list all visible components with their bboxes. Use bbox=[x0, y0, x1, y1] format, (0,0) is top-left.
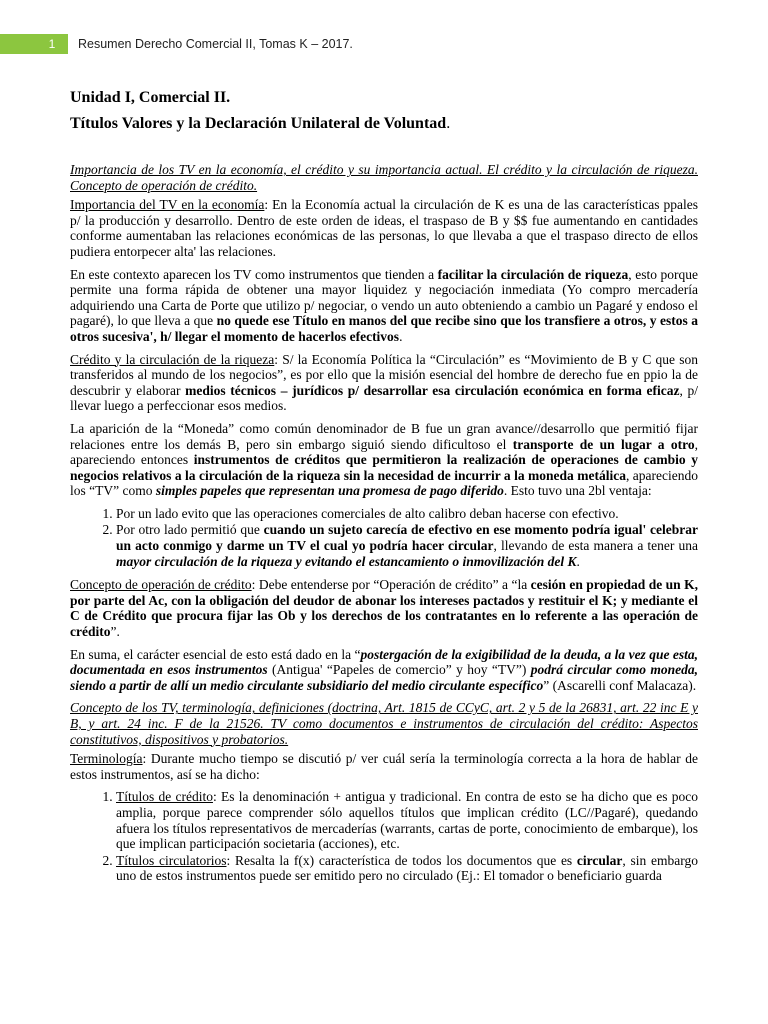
list-item bbox=[116, 506, 698, 522]
list-item bbox=[116, 789, 698, 851]
text: En este contexto aparecen los TV como instrumentos que tienden a bbox=[70, 266, 438, 282]
paragraph-text: : En la Economía actual la circulación de K es una de las características ppales p/ la producción y desarrollo. Dentro de este orden de ideas, el traspaso de B y $$ fue aumentando en cantidades conforme aumentaban las relaciones económicas de las personas, lo que llevaba a que el traspaso directo de ellos pudiera entorpecer alta' las relaciones. bbox=[70, 197, 699, 259]
text: : Resalta la f(x) característica de todos los documentos que es bbox=[226, 852, 577, 868]
text: ” (Ascarelli conf Malacaza). bbox=[543, 677, 697, 693]
text: . bbox=[399, 328, 403, 344]
terminologia-list bbox=[70, 789, 698, 884]
bold-text: circular bbox=[576, 852, 623, 868]
text: (Antigua' “Papeles de comercio” y hoy “TV”) bbox=[267, 662, 531, 678]
page-number-badge bbox=[0, 34, 68, 54]
text: La aparición de la “Moneda” como común denominador de B fue un gran avance//desarrollo que permitió fijar relaciones entre los demás B, pero sin embargo siguió siendo dificultoso el bbox=[70, 420, 698, 452]
bold-text: cesión en propiedad de un K, por parte del Ac, con la obligación del deudor de abonar los intereses pactados y restituir el K; y mediante el C de Crédito que procura fijar las Ob y los derechos de los contratantes en lo referente a las operación de crédito bbox=[70, 577, 698, 640]
paragraph-contexto bbox=[70, 267, 698, 345]
page-header bbox=[0, 34, 768, 54]
paragraph-terminologia bbox=[70, 751, 698, 782]
paragraph-lead: Concepto de operación de crédito bbox=[70, 577, 252, 593]
text: , apareciendo entonces bbox=[70, 436, 698, 468]
text: : Es la denominación + antigua y tradicional. En contra de esto se ha dicho que es poco amplia, porque parece comprender sólo aquellos títulos que implican crédito (LC//Pagaré), quedando afuera los títulos representativos de mercaderías (warrants, cartas de porte, conocimiento de embarque), los que implican participación societaria (acciones), etc. bbox=[116, 789, 698, 852]
text: Por otro lado permitió que bbox=[116, 522, 264, 538]
paragraph-lead: Terminología bbox=[70, 751, 143, 767]
text: ”. bbox=[110, 624, 120, 640]
text: : S/ la Economía Política la “Circulación” es “Movimiento de B y C que son transferidos al mundo de los negocios”, es por ello que la misión esencial del hombre de derecho fue en ppio la de descubrir y elaborar bbox=[70, 351, 698, 398]
unit-title: Unidad I, Comercial II. bbox=[70, 89, 231, 106]
bold-text: instrumentos de créditos que permitieron la realización de operaciones de cambio y negocios relativos a la circulación de la riqueza sin la necesidad de incurrir a la moneda metálica bbox=[70, 452, 698, 483]
header-title: Resumen Derecho Comercial II, Tomas K – 2017. bbox=[78, 37, 353, 51]
subtitle-period: . bbox=[446, 115, 451, 132]
page-number: 1 bbox=[48, 37, 56, 51]
bold-text: medios técnicos – jurídicos p/ desarrollar esa circulación económica en forma eficaz bbox=[185, 382, 680, 398]
paragraph-lead: Crédito y la circulación de la riqueza bbox=[70, 351, 275, 367]
text: , esto porque permite una forma rápida de obtener una mayor liquidez y negociación inmediata (Yo compro mercadería adquiriendo una Carta de Porte que utilizo p/ negociar, o vendo un auto obteniendo a cambio un Pagaré y endoso el pagaré), lo que lleva a que bbox=[70, 266, 698, 329]
paragraph-credito-circulacion bbox=[70, 352, 698, 414]
bold-text: no quede ese Título en manos del que recibe sino que los transfiere a otros, y estos a otros sucesiva', h/ llegar el momento de hacerlos efectivos bbox=[70, 313, 698, 344]
text: . Esto tuvo una 2bl ventaja: bbox=[503, 483, 652, 499]
text: . bbox=[576, 553, 580, 569]
paragraph-text: : Durante mucho tiempo se discutió p/ ver cuál sería la terminología correcta a la hora de hablar de estos instrumentos, así se ha dicho: bbox=[70, 751, 698, 782]
bold-italic-text: simples papeles que representan una promesa de pago diferido bbox=[155, 483, 504, 499]
topic-heading-2: Concepto de los TV, terminología, definiciones (doctrina, Art. 1815 de CCyC, art. 2 y 5 de la 26831, art. 22 inc E y B, y art. 24 inc. F de la 21526. TV como documentos e instrumentos de circulación del crédito: Aspectos constitutivos, dispositivos y probatorios. bbox=[70, 700, 698, 747]
text: , llevando de esta manera a tener una bbox=[493, 538, 699, 554]
paragraph-concepto-operacion bbox=[70, 577, 698, 639]
list-item bbox=[116, 853, 698, 884]
list-item bbox=[116, 522, 698, 569]
bold-italic-text: mayor circulación de la riqueza y evitando el estancamiento o inmovilización del K bbox=[116, 553, 577, 569]
document-body bbox=[70, 88, 698, 892]
bold-text: transporte de un lugar a otro bbox=[512, 436, 695, 452]
paragraph-lead: Importancia del TV en la economía bbox=[70, 197, 265, 213]
text: , sin embargo uno de estos instrumentos puede ser emitido pero no circulado (Ej.: El tomador o beneficiario guarda bbox=[116, 852, 698, 884]
item-lead: Títulos de crédito bbox=[116, 789, 213, 805]
paragraph-en-suma bbox=[70, 647, 698, 694]
text: , p/ llevar luego a perfeccionar esos medios. bbox=[70, 382, 698, 414]
text: : Debe entenderse por “Operación de crédito” a “la bbox=[251, 577, 531, 593]
paragraph-importancia bbox=[70, 197, 698, 259]
ventajas-list bbox=[70, 506, 698, 569]
item-lead: Títulos circulatorios bbox=[116, 852, 227, 868]
paragraph-moneda bbox=[70, 421, 698, 499]
text: , apareciendo los “TV” como bbox=[70, 467, 698, 499]
bold-italic-text: podrá circular como moneda, siendo a partir de allí un medio circulante subsidiario del medio circulante específico bbox=[70, 662, 698, 693]
document-subtitle bbox=[70, 114, 698, 134]
bold-italic-text: postergación de la exigibilidad de la deuda, a la vez que esta, documentada en esos instrumentos bbox=[70, 646, 699, 678]
subtitle-text: Títulos Valores y la Declaración Unilateral de Voluntad bbox=[70, 115, 447, 132]
text: Por un lado evito que las operaciones comerciales de alto calibro deban hacerse con efectivo. bbox=[116, 505, 619, 521]
topic-heading-1: Importancia de los TV en la economía, el crédito y su importancia actual. El crédito y la circulación de riqueza. Concepto de operación de crédito. bbox=[70, 162, 698, 193]
bold-text: facilitar la circulación de riqueza bbox=[437, 266, 629, 282]
bold-text: cuando un sujeto carecía de efectivo en ese momento podría igual' celebrar un acto conmigo y darme un TV el cual yo podría hacer circular bbox=[116, 522, 698, 554]
text: En suma, el carácter esencial de esto está dado en la “ bbox=[70, 646, 361, 662]
